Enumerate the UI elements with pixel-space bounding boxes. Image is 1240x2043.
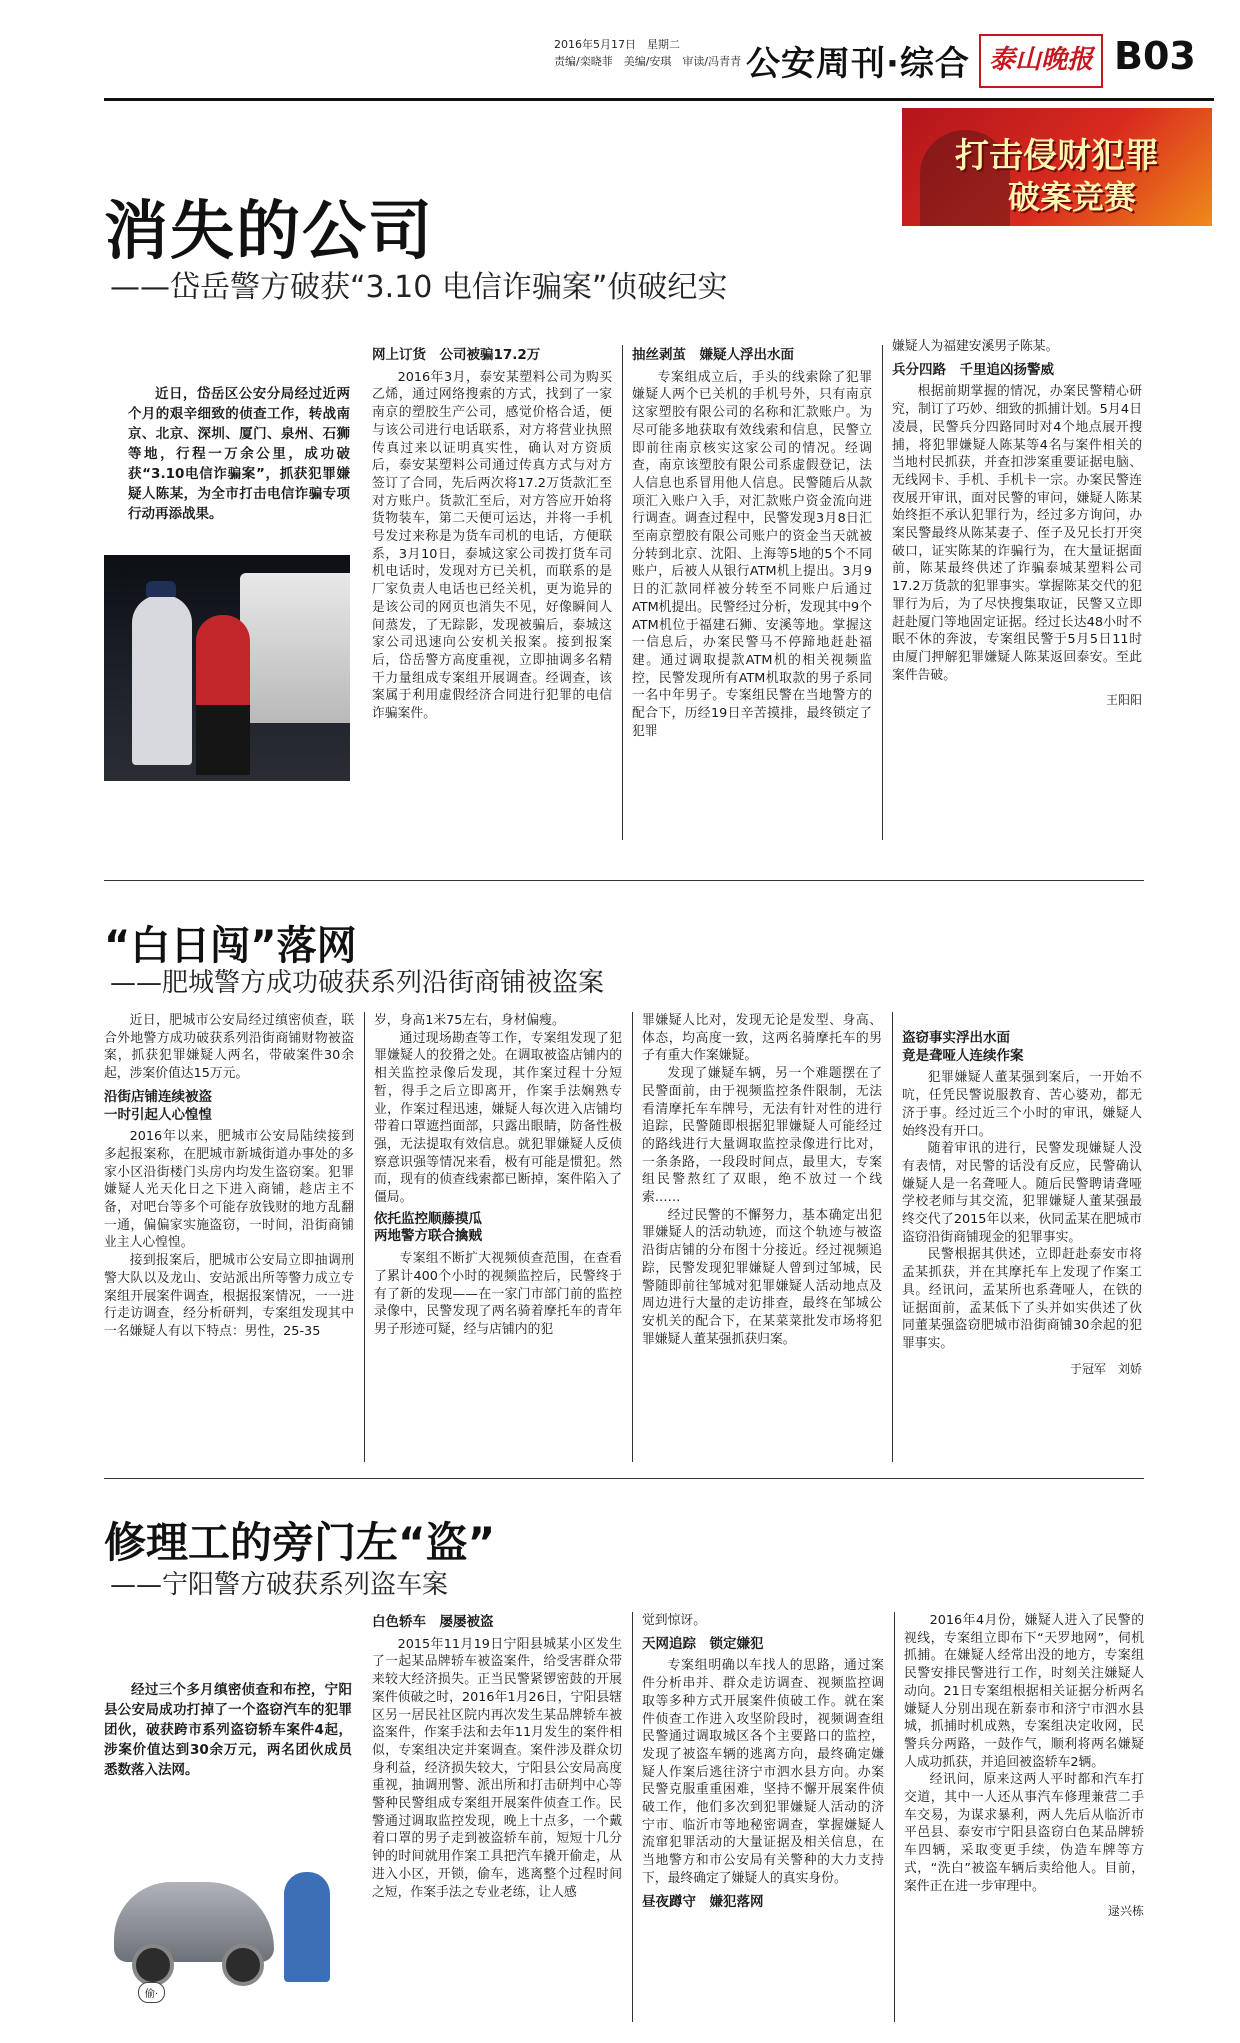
story3-col2-text: 2015年11月19日宁阳县城某小区发生了一起某品牌轿车被盗案件，给受害群众带来较大经济损失。正当民警紧锣密鼓的开展案件侦破之时，2016年1月26日，宁阳县辖区另一居民社区院内再次发生某品牌轿车被盗案件，作案手法和去年11月发生的案件相似，专案组决定并案调查。案件涉及群众切身利益，经济损失较大，宁阳县公安局高度重视，抽调刑警、派出所和打击研判中心等警种民警组成专案组开展案件侦查工作。民警通过调取监控发现，晚上十点多，一个戴着口罩的男子走到被盗轿车前，短短十几分钟的时间就用作案工具把汽车撬开偷走，从进入小区，开锁，偷车，逃离整个过程时间之短，作案手法之专业老练，让人感 — [372, 1636, 622, 1900]
story1-col3-text: 专案组成立后，手头的线索除了犯罪嫌疑人两个已关机的手机号外，只有南京这家塑胶有限公司的名称和汇款账户。为尽可能多地获取有效线索和信息，民警立即前往南京核实这家公司的情况。经调查，南京该塑胶有限公司系虚假登记，法人信息也系冒用他人信息。民警随后从款项汇入账户入手，对汇款账户资金流向进行调查。调查过程中，民警发现3月8日汇至南京塑胶有限公司账户的资金当天就被分转到北京、沈阳、上海等5地的5个不同账户，后被人从银行ATM机上提出。3月9日的汇款同样被分转至不同账户后通过ATM机提出。民警经过分析，发现其中9个ATM机位于福建石狮、安溪等地。掌握这一信息后，办案民警马不停蹄地赶赴福建。通过调取提款ATM机的相关视频监控，民警发现所有ATM机取款的男子系同一名中年男子。专案组民警在当地警方的配合下，历经19日辛苦摸排，最终锁定了犯罪 — [632, 369, 872, 739]
story1-headline: 消失的公司 — [104, 195, 434, 269]
section-title: 公安周刊·综合 — [746, 44, 970, 84]
story2-headline: “白日闯”落网 — [104, 923, 357, 969]
story3-col3-subhead-2: 昼夜蹲守 嫌犯落网 — [642, 1893, 764, 1910]
newspaper-logo: 泰山晚报 — [979, 34, 1103, 88]
story3-col3-text: 专案组明确以车找人的思路，通过案件分析串并、群众走访调查、视频监控调取等多种方式开展案件侦破工作。就在案件侦查工作进入攻坚阶段时，视频调查组民警通过调取城区各个主要路口的监控，发现了被盗车辆的逃离方向，最终确定嫌疑人作案后逃往济宁市泗水县方向。办案民警克服重重困难，坚持不懈开展案件侦破工作，他们多次到犯罪嫌疑人活动的济宁市、临沂市等地秘密调查，掌握嫌疑人流窜犯罪活动的大量证据及相关信息，在当地警方和市公安局有关警种的大力支持下，最终确定了嫌疑人的真实身份。 — [642, 1658, 884, 1886]
story2-col4-p3: 民警根据其供述，立即赶赴泰安市将孟某抓获，并在其摩托车上发现了作案工具。经讯问，孟某所也系聋哑人，在铁的证据面前，孟某低下了头并如实供述了伙同董某强盗窃肥城市沿街商铺30余起的犯罪事实。 — [902, 1247, 1142, 1351]
story2-col3-p2: 经过民警的不懈努力，基本确定出犯罪嫌疑人的活动轨迹，而这个轨迹与被盗沿街店铺的分布图十分接近。经过视频追踪，民警发现犯罪嫌疑人曾到过邹城，民警随即前往邹城对犯罪嫌疑人活动地点及周边进行大量的走访排查，最终在邹城公安机关的配合下，在某菜菜批发市场将犯罪嫌疑人董某强抓获归案。 — [642, 1207, 882, 1347]
story-divider — [104, 880, 1144, 881]
story3-column-3 — [642, 1612, 884, 1915]
story2-col4-p2: 随着审讯的进行，民警发现嫌疑人没有表情，对民警的话没有反应，民警确认嫌疑人是一名聋哑人。随后民警聘请聋哑学校老师与其交流，犯罪嫌疑人董某强最终交代了2015年以来，伙同孟某在肥城市盗窃沿街商铺现金的犯罪事实。 — [902, 1141, 1142, 1245]
story1-column-4 — [892, 338, 1142, 710]
date-line: 2016年5月17日 星期二 — [554, 38, 680, 51]
story1-lead — [128, 384, 350, 524]
campaign-banner — [902, 108, 1212, 226]
story2-col2-p2: 专案组不断扩大视频侦查范围，在查看了累计400个小时的视频监控后，民警终于有了新的发现——在一家门市部门前的监控录像中，民警发现了两名骑着摩托车的青年男子形迹可疑，经与店铺内的犯 — [374, 1251, 622, 1337]
masthead-divider — [104, 98, 1214, 101]
story1-col4-continued: 嫌疑人为福建安溪男子陈某。 — [892, 339, 1059, 354]
story3-byline: 逯兴栋 — [1107, 1904, 1144, 1919]
story1-column-2 — [372, 345, 612, 723]
story1-subheadline: ——岱岳警方破获“3.10 电信诈骗案”侦破纪实 — [110, 270, 728, 305]
story2-col4-p1: 犯罪嫌疑人董某强到案后，一开始不吭，任凭民警说服教育、苦心婆劝，都无济于事。经过近三个小时的审讯，嫌疑人始终没有开口。 — [902, 1070, 1142, 1139]
suspect-figure — [196, 615, 250, 775]
car-theft-illustration — [104, 1832, 350, 2012]
story3-col4-p1: 2016年4月份，嫌疑人进入了民警的视线，专案组立即布下“天罗地网”，伺机抓捕。在嫌疑人经常出没的地方，专案组民警安排民警进行工作，时刻关注嫌疑人动向。21日专案组根据相关证据分析两名嫌疑人分别出现在新泰市和济宁市泗水县城，抓捕时机成熟，专案组决定收网，民警兵分两路，一鼓作气，顺利将两名嫌疑人成功抓获，并追回被盗轿车2辆。 — [904, 1613, 1144, 1770]
banner-line-2: 破案竞赛 — [1007, 178, 1136, 216]
story2-col1-p1: 2016年以来，肥城市公安局陆续接到多起报案称，在肥城市新城街道办事处的多家小区沿街楼门头房内均发生盗窃案。犯罪嫌疑人光天化日之下进入商铺，趁店主不备，对吧台等多个可能存放钱财的地方乱翻一通，偏偏家实施盗窃，一时间，沿街商铺业主人心惶惶。 — [104, 1129, 354, 1251]
story2-col2-continued: 岁，身高1米75左右，身材偏瘦。 — [374, 1013, 565, 1028]
column-divider — [892, 1012, 893, 1462]
police-officer-figure — [132, 595, 192, 765]
story2-column-2 — [374, 1012, 622, 1339]
masthead — [104, 30, 1214, 98]
arrest-photo — [104, 555, 350, 781]
masthead-meta — [554, 36, 741, 70]
story1-col2-text: 2016年3月，泰安某塑料公司为购买乙烯，通过网络搜索的方式，找到了一家南京的塑胶生产公司，感觉价格合适，便与该公司进行电话联系，对方将营业执照传真过来以证明真实性，确认对方资质后，泰安某塑料公司通过传真方式与对方签订了合同，先后两次将17.2万货款汇至对方账户。货款汇至后，对方答应开始将货物装车，第二天便可运达，并将一手机号发过来称是为货车司机的电话，方便联系，3月10日，泰城这家公司拨打货车司机电话时，发现对方已关机，而联系的是厂家负责人电话也已经关机，更为诡异的是该公司的网页也消失不见，好像瞬间人间蒸发，了无踪影，发现被骗后，泰城这家公司迅速向公安机关报案。接到报案后，岱岳警方高度重视，立即抽调多名精干力量组成专案组开展调查。经调查，该案属于利用虚假经济合同进行犯罪的电信诈骗案件。 — [372, 369, 612, 722]
story2-col2-p1: 通过现场勘查等工作，专案组发现了犯罪嫌疑人的狡猾之处。在调取被盗店铺内的相关监控录像后发现，其作案过程十分短暂，得手之后立即离开，作案手法娴熟专业，作案过程迅速，嫌疑人每次进入店铺均带着口罩遮挡面部，只露出眼睛，防备性极强，无法提取有效信息。就犯罪嫌疑人反侦察意识强等情况来看，极有可能是惯犯。然而，现有的侦查线索都已断掉，案件陷入了僵局。 — [374, 1030, 622, 1206]
page-number: B03 — [1114, 34, 1196, 78]
story1-col4-subhead: 兵分四路 千里追凶扬警威 — [892, 361, 1054, 378]
story1-col3-subhead: 抽丝剥茧 嫌疑人浮出水面 — [632, 347, 794, 363]
editor-line: 责编/栾晓菲 美编/安琪 审读/冯青青 — [554, 55, 742, 68]
story2-col1-p2: 接到报案后，肥城市公安局立即抽调刑警大队以及龙山、安站派出所等警力成立专案组开展案件调查，根据报案情况，一一进行走访调查，经分析研判，专案组发现其中一名嫌疑人有以下特点：男性，25-35 — [104, 1253, 354, 1339]
story2-column-3 — [642, 1012, 882, 1348]
column-divider — [622, 345, 623, 840]
wheel-icon — [132, 1944, 174, 1986]
story1-byline: 王阳阳 — [1105, 693, 1142, 708]
story3-lead — [104, 1680, 352, 1780]
column-divider — [894, 1612, 895, 2022]
story2-byline: 于冠军 刘娇 — [1069, 1361, 1142, 1376]
story2-col1-subhead: 沿街店铺连续被盗 一时引起人心惶惶 — [104, 1088, 212, 1123]
story1-column-3 — [632, 345, 872, 740]
story2-col4-subhead: 盗窃事实浮出水面 竟是聋哑人连续作案 — [902, 1030, 1024, 1064]
story3-column-4 — [904, 1612, 1144, 1921]
story3-lead-text: 经过三个多月缜密侦查和布控，宁阳县公安局成功打掉了一个盗窃汽车的犯罪团伙，破获跨市系列盗窃轿车案件4起，涉案价值达到30余万元，两名团伙成员悉数落入法网。 — [104, 1682, 352, 1778]
story1-lead-text: 近日，岱岳区公安分局经过近两个月的艰辛细致的侦查工作，转战南京、北京、深圳、厦门、泉州、石狮等地，行程一万余公里，成功破获“3.10电信诈骗案”，抓获犯罪嫌疑人陈某，为全市打击电信诈骗专项行动再添战果。 — [128, 386, 350, 522]
thief-figure — [284, 1872, 330, 1982]
story2-subheadline: ——肥城警方成功破获系列沿街商铺被盗案 — [110, 968, 605, 998]
story3-col3-subhead: 天网追踪 锁定嫌犯 — [642, 1635, 764, 1652]
banner-line-1: 打击侵财犯罪 — [955, 136, 1159, 176]
story1-col2-subhead: 网上订货 公司被骗17.2万 — [372, 347, 541, 363]
story3-headline: 修理工的旁门左“盗” — [104, 1518, 496, 1567]
story3-column-2 — [372, 1612, 622, 1901]
wheel-icon — [222, 1944, 264, 1986]
story2-col1-lead: 近日，肥城市公安局经过缜密侦查，联合外地警方成功破获系列沿街商铺财物被盗案，抓获犯罪嫌疑人两名，带破案件30余起，涉案价值达15万元。 — [104, 1013, 354, 1082]
story2-col3-p1: 发现了嫌疑车辆，另一个难题摆在了民警面前，由于视频监控条件限制，无法看清摩托车车牌号，无法有针对性的进行追踪，民警随即根据犯罪嫌疑人可能经过的路线进行大量调取监控录像进行比对，一条条路，一段段时间点，最里大，专案组民警熬红了双眼，绝不放过一个线索…… — [642, 1066, 882, 1206]
story3-subheadline: ——宁阳警方破获系列盗车案 — [110, 1570, 449, 1600]
van-shape — [240, 573, 350, 723]
story2-column-4 — [902, 1028, 1142, 1378]
column-divider — [882, 345, 883, 840]
story3-col4-p2: 经讯问，原来这两人平时都和汽车打交道，其中一人还从事汽车修理兼营二手车交易，为谋求暴利，两人先后从临沂市平邑县、泰安市宁阳县盗窃白色某品牌轿车四辆，采取变更手续，伪造车牌等方式，“洗白”被盗车辆后卖给他人。目前，案件正在进一步审理中。 — [904, 1772, 1144, 1894]
story2-col2-subhead: 依托监控顺藤摸瓜 两地警方联合擒贼 — [374, 1210, 482, 1245]
story1-col4-text: 根据前期掌握的情况，办案民警精心研究，制订了巧妙、细致的抓捕计划。5月4日凌晨，民警兵分四路同时对4个地点展开搜捕，将犯罪嫌疑人陈某等4名与案件相关的当地村民抓获，并查扣涉案重要证据电脑、无线网卡、手机、手机卡一宗。办案民警连夜展开审讯，面对民警的审问，嫌疑人陈某始终拒不承认犯罪行为，经过多方询问，办案民警最终从陈某妻子、侄子及兄长打开突破口，证实陈某的诈骗行为，在大量证据面前，陈某最终供述了诈骗泰城某塑料公司17.2万货款的犯罪事实。掌握陈某交代的犯罪行为后，为了尽快搜集取证，民警又立即赶赴厦门等地固定证据。经过长达48小时不眠不休的奔波，专案组民警于5月5日11时由厦门押解犯罪嫌疑人陈某返回泰安。至此案件告破。 — [892, 384, 1142, 683]
column-divider — [632, 1012, 633, 1462]
story3-col3-continued: 觉到惊讶。 — [642, 1613, 706, 1628]
illustration-speech-bubble: 偷· — [138, 1982, 165, 2003]
story2-col3-continued: 罪嫌疑人比对，发现无论是发型、身高、体态，均高度一致，这两名骑摩托车的男子有重大作案嫌疑。 — [642, 1013, 882, 1064]
story3-col2-subhead: 白色轿车 屡屡被盗 — [372, 1614, 494, 1630]
column-divider — [632, 1612, 633, 2022]
column-divider — [364, 1012, 365, 1462]
story-divider — [104, 1478, 1144, 1479]
story2-column-1 — [104, 1012, 354, 1341]
